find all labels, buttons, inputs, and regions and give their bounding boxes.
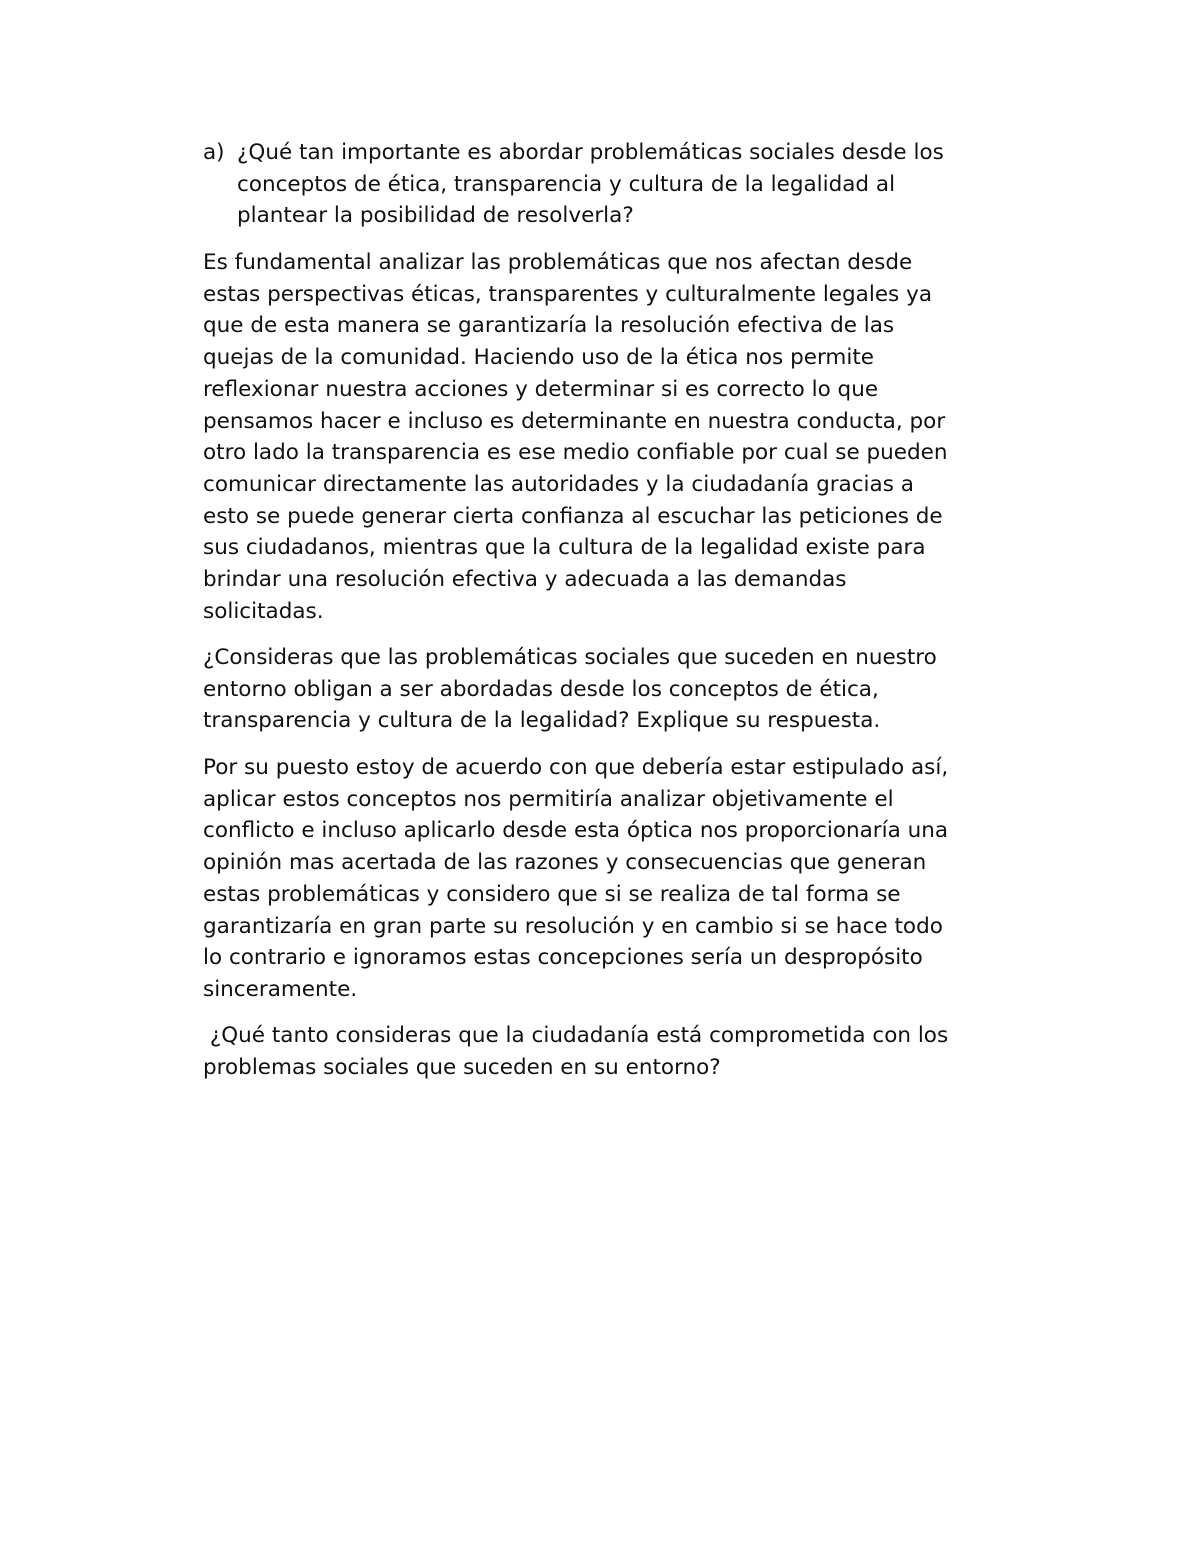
text-line: estas problemáticas y considero que si se realiza de tal forma se	[203, 881, 901, 907]
text-line: Por su puesto estoy de acuerdo con que debería estar estipulado así,	[203, 755, 949, 780]
text-line: Es fundamental analizar las problemáticas que nos afectan desde	[203, 250, 913, 275]
question-b-paragraph	[203, 642, 937, 737]
text-line: entorno obligan a ser abordadas desde los conceptos de ética,	[203, 676, 879, 702]
list-marker: a)	[203, 140, 225, 165]
text-line: plantear la posibilidad de resolverla?	[237, 203, 634, 229]
text-line: quejas de la comunidad. Haciendo uso de la ética nos permite	[203, 345, 874, 371]
text-line: conflicto e incluso aplicarlo desde esta óptica nos proporcionaría una	[203, 818, 949, 844]
text-line: brindar una resolución efectiva y adecuada a las demandas	[203, 567, 847, 593]
text-line: esto se puede generar cierta confianza al escuchar las peticiones de	[203, 503, 943, 529]
text-line: estas perspectivas éticas, transparentes y culturalmente legales ya	[203, 281, 932, 307]
text-line: ¿Qué tan importante es abordar problemáticas sociales desde los	[237, 140, 944, 165]
text-line: ¿Consideras que las problemáticas sociales que suceden en nuestro	[203, 645, 937, 670]
text-line: pensamos hacer e incluso es determinante en nuestra conducta, por	[203, 408, 946, 434]
text-line: ¿Qué tanto consideras que la ciudadanía está comprometida con los	[203, 1023, 949, 1048]
answer-b-paragraph	[203, 752, 948, 1006]
question-a	[203, 137, 944, 232]
text-line: conceptos de ética, transparencia y cultura de la legalidad al	[237, 171, 896, 197]
text-line: problemas sociales que suceden en su entorno?	[203, 1054, 721, 1080]
text-line: reflexionar nuestra acciones y determinar si es correcto lo que	[203, 376, 879, 402]
question-c-paragraph	[203, 1020, 948, 1083]
text-line: comunicar directamente las autoridades y la ciudadanía gracias a	[203, 471, 914, 497]
text-line: garantizaría en gran parte su resolución y en cambio si se hace todo	[203, 913, 943, 939]
text-line: opinión mas acertada de las razones y consecuencias que generan	[203, 850, 927, 876]
text-line: solicitadas.	[203, 598, 324, 624]
text-line: que de esta manera se garantizaría la resolución efectiva de las	[203, 313, 895, 339]
text-line: transparencia y cultura de la legalidad? Explique su respuesta.	[203, 708, 881, 734]
text-line: lo contrario e ignoramos estas concepciones sería un despropósito	[203, 945, 923, 971]
text-line: sus ciudadanos, mientras que la cultura de la legalidad existe para	[203, 535, 926, 561]
answer-a-paragraph	[203, 247, 948, 627]
text-line: aplicar estos conceptos nos permitiría analizar objetivamente el	[203, 786, 894, 812]
text-line: otro lado la transparencia es ese medio confiable por cual se pueden	[203, 440, 948, 466]
text-line: sinceramente.	[203, 976, 358, 1002]
